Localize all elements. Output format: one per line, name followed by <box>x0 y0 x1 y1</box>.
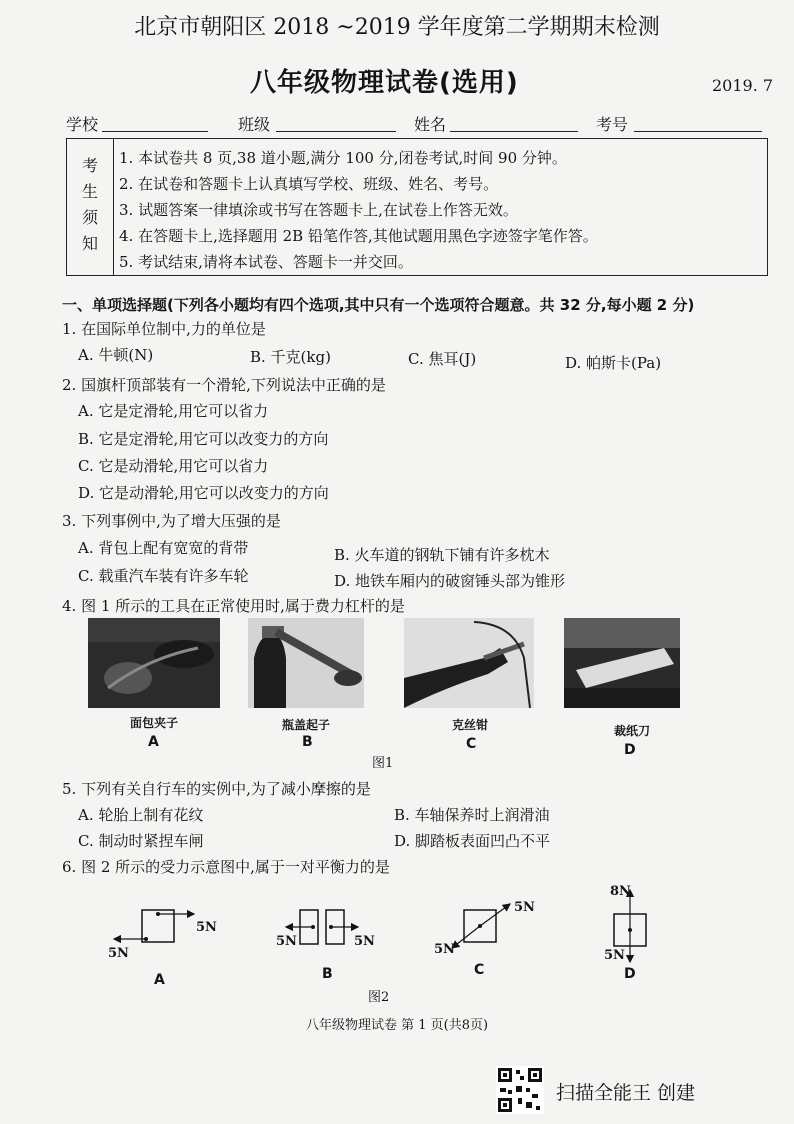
force-c-up: 5N <box>514 900 535 915</box>
exam-notice-box <box>66 138 768 276</box>
diagram-c-up-arrow <box>480 904 510 926</box>
notice-item: 1. 本试卷共 8 页,38 道小题,满分 100 分,闭卷考试,时间 90 分钟。 <box>119 149 567 167</box>
force-d-up: 8N <box>610 884 631 899</box>
q2-option-a: A. 它是定滑轮,用它可以省力 <box>78 402 269 420</box>
q5-option-d: D. 脚踏板表面凹凸不平 <box>394 832 551 850</box>
notice-item: 5. 考试结束,请将本试卷、答题卡一并交回。 <box>119 253 413 271</box>
q2-stem: 2. 国旗杆顶部装有一个滑轮,下列说法中正确的是 <box>62 376 386 394</box>
force-c-down: 5N <box>434 942 455 957</box>
force-a-left: 5N <box>108 946 129 961</box>
q3-option-a: A. 背包上配有宽宽的背带 <box>78 539 249 557</box>
q4-label-a: A <box>148 734 159 750</box>
q5-stem: 5. 下列有关自行车的实例中,为了减小摩擦的是 <box>62 780 371 798</box>
name-blank <box>450 131 578 132</box>
notice-item: 4. 在答题卡上,选择题用 2B 铅笔作答,其他试题用黑色字迹签字笔作答。 <box>119 227 598 245</box>
q3-option-d: D. 地铁车厢内的破窗锤头部为锥形 <box>334 572 566 590</box>
q4-label-b: B <box>302 734 313 750</box>
number-label: 考号 <box>596 115 629 134</box>
caption-bottle-opener: 瓶盖起子 <box>281 718 330 732</box>
number-blank <box>634 131 762 132</box>
q4-stem: 4. 图 1 所示的工具在正常使用时,属于费力杠杆的是 <box>62 597 405 615</box>
notice-item: 3. 试题答案一律填涂或书写在答题卡上,在试卷上作答无效。 <box>119 201 518 219</box>
exam-date: 2019. 7 <box>712 76 774 95</box>
force-b-left: 5N <box>276 934 297 949</box>
q5-option-c: C. 制动时紧捏车闸 <box>78 832 204 850</box>
class-blank <box>276 131 396 132</box>
qr-code-icon <box>496 1066 544 1114</box>
caption-paper-cutter: 裁纸刀 <box>613 724 650 738</box>
page-footer: 八年级物理试卷 第 1 页(共8页) <box>305 1018 489 1033</box>
q4-label-d: D <box>624 742 636 758</box>
q2-option-d: D. 它是动滑轮,用它可以改变力的方向 <box>78 484 329 502</box>
q6-label-d: D <box>624 966 636 982</box>
school-label: 学校 <box>66 115 99 134</box>
class-label: 班级 <box>238 115 271 134</box>
notice-label: 考 生 须 知 <box>67 139 114 275</box>
force-b-right: 5N <box>354 934 375 949</box>
paper-subtitle: 八年级物理试卷(选用) <box>250 68 519 98</box>
section-heading: 一、单项选择题(下列各小题均有四个选项,其中只有一个选项符合题意。共 32 分,每小题 2 分) <box>62 296 695 314</box>
scanner-watermark: 扫描全能王 创建 <box>556 1082 696 1104</box>
notice-items <box>119 145 598 275</box>
q6-stem: 6. 图 2 所示的受力示意图中,属于一对平衡力的是 <box>62 858 390 876</box>
force-a-right: 5N <box>196 920 217 935</box>
bottle-opener-photo <box>248 618 364 708</box>
q1-option-c: C. 焦耳(J) <box>408 350 477 368</box>
figure-2-label: 图2 <box>368 990 390 1005</box>
q3-option-c: C. 载重汽车装有许多车轮 <box>78 567 249 585</box>
q2-option-c: C. 它是动滑轮,用它可以省力 <box>78 457 269 475</box>
q6-label-a: A <box>154 972 165 988</box>
q6-label-b: B <box>322 966 333 982</box>
exam-title: 北京市朝阳区 2018 ~2019 学年度第二学期期末检测 <box>134 15 660 40</box>
q1-stem: 1. 在国际单位制中,力的单位是 <box>62 320 266 338</box>
q1-option-a: A. 牛顿(N) <box>78 346 154 364</box>
q1-option-d: D. 帕斯卡(Pa) <box>565 354 662 372</box>
q3-option-b: B. 火车道的钢轨下铺有许多枕木 <box>334 546 550 564</box>
force-d-down: 5N <box>604 948 625 963</box>
q2-option-b: B. 它是定滑轮,用它可以改变力的方向 <box>78 430 329 448</box>
figure-1-label: 图1 <box>372 756 394 771</box>
force-diagrams <box>100 880 680 990</box>
q1-option-b: B. 千克(kg) <box>250 348 331 366</box>
caption-pliers: 克丝钳 <box>451 718 488 732</box>
bread-clip-photo <box>88 618 220 708</box>
diagram-c-down-arrow <box>452 926 480 948</box>
school-blank <box>102 131 208 132</box>
q6-label-c: C <box>474 962 485 978</box>
caption-bread-clip: 面包夹子 <box>129 716 178 730</box>
paper-cutter-photo <box>564 618 680 708</box>
pliers-photo <box>404 618 534 708</box>
q3-stem: 3. 下列事例中,为了增大压强的是 <box>62 512 281 530</box>
name-label: 姓名 <box>414 115 447 134</box>
q5-option-b: B. 车轴保养时上润滑油 <box>394 806 550 824</box>
notice-item: 2. 在试卷和答题卡上认真填写学校、班级、姓名、考号。 <box>119 175 499 193</box>
q5-option-a: A. 轮胎上制有花纹 <box>78 806 204 824</box>
q4-label-c: C <box>466 736 477 752</box>
